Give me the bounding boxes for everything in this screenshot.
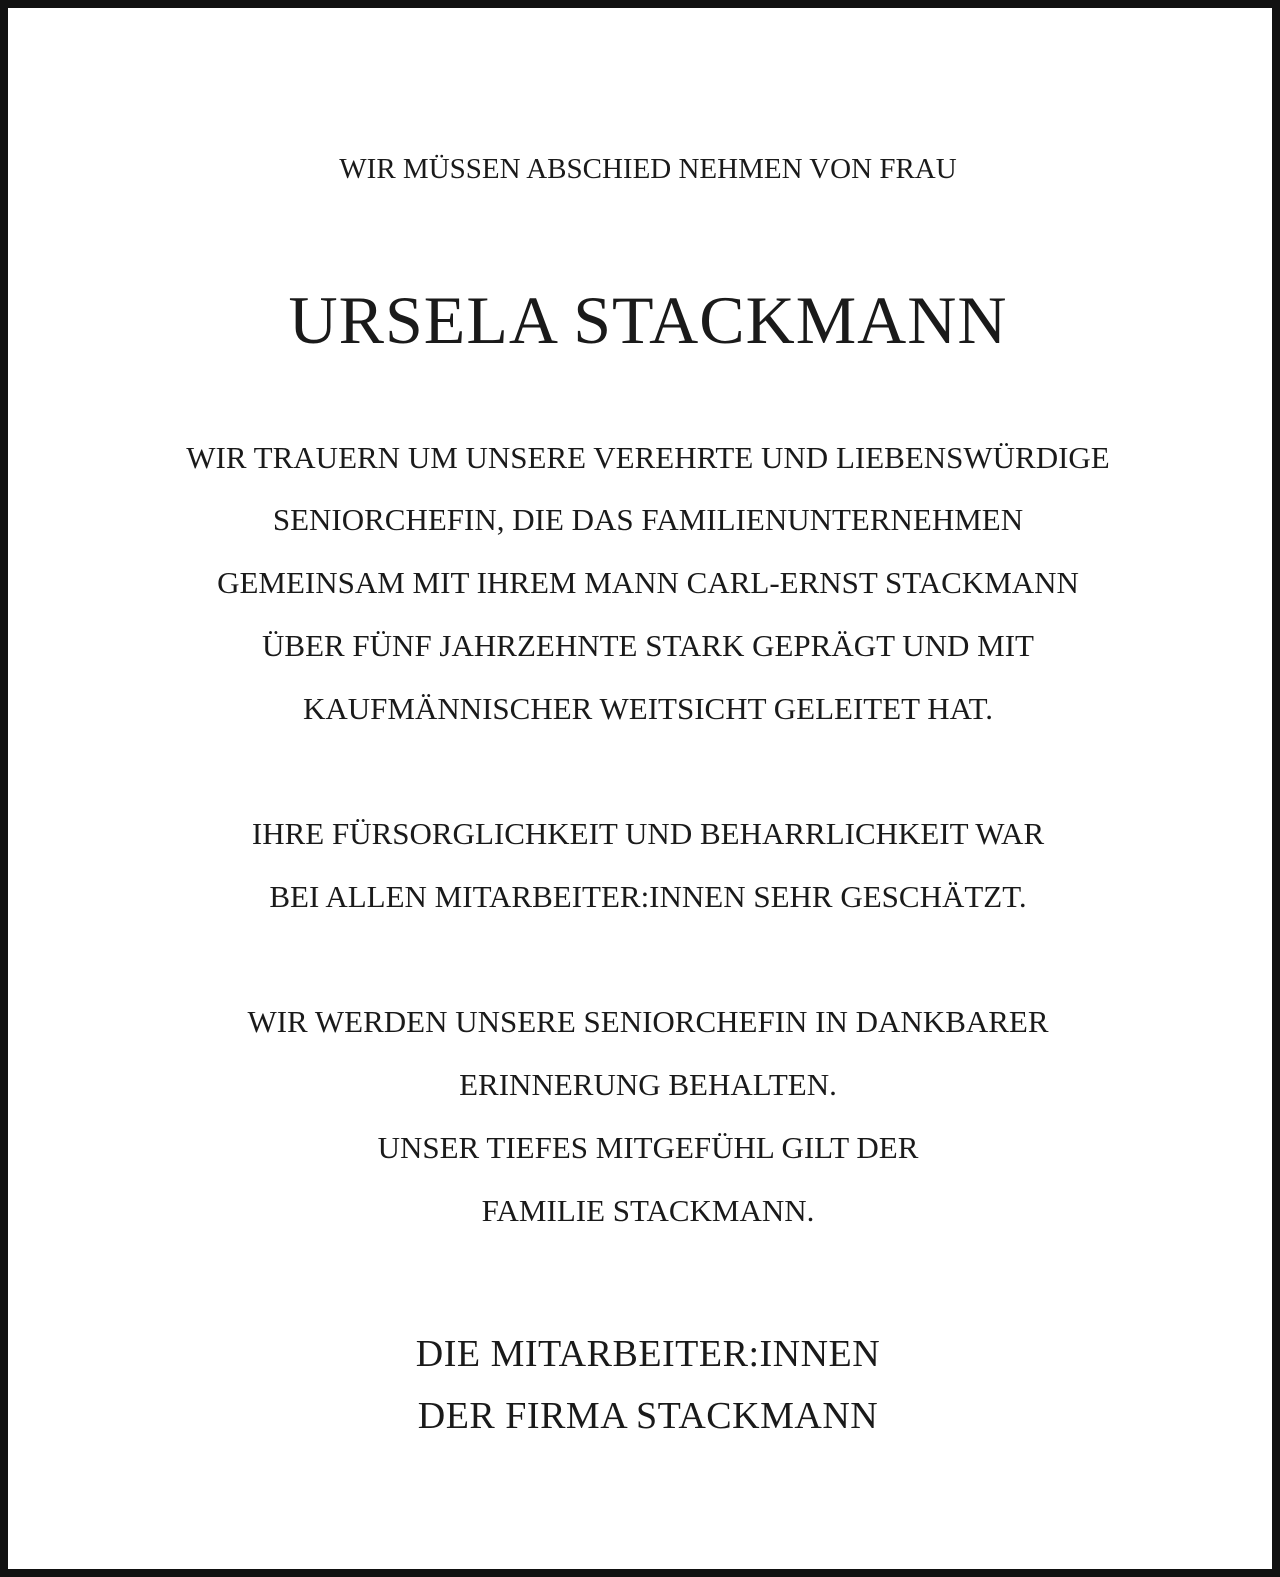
signature-line: DIE MITARBEITER:INNEN [415,1333,881,1375]
signature-line: DER FIRMA STACKMANN [417,1395,879,1437]
paragraph-3-line: WIR WERDEN UNSERE SENIORCHEFIN IN DANKBARER [247,1004,1049,1039]
paragraph-3-line: FAMILIE STACKMANN. [481,1193,815,1228]
paragraph-1-line: ÜBER FÜNF JAHRZEHNTE STARK GEPRÄGT UND MIT [262,628,1034,663]
intro-line: WIR MÜSSEN ABSCHIED NEHMEN VON FRAU [339,153,957,185]
paragraph-3-line: UNSER TIEFES MITGEFÜHL GILT DER [377,1130,919,1165]
paragraph-1-line: GEMEINSAM MIT IHREM MANN CARL-ERNST STACKMANN [217,565,1079,600]
paragraph-3-line: ERINNERUNG BEHALTEN. [459,1067,837,1102]
paragraph-2-line: IHRE FÜRSORGLICHKEIT UND BEHARRLICHKEIT WAR [251,816,1045,851]
paragraph-1-line: WIR TRAUERN UM UNSERE VEREHRTE UND LIEBENSWÜRDIGE [186,440,1110,475]
paragraph-1-line: KAUFMÄNNISCHER WEITSICHT GELEITET HAT. [302,691,993,726]
deceased-name: URSELA STACKMANN [288,282,1008,358]
paragraph-1-line: SENIORCHEFIN, DIE DAS FAMILIENUNTERNEHMEN [272,502,1024,537]
paragraph-2-line: BEI ALLEN MITARBEITER:INNEN SEHR GESCHÄTZT. [269,879,1027,914]
